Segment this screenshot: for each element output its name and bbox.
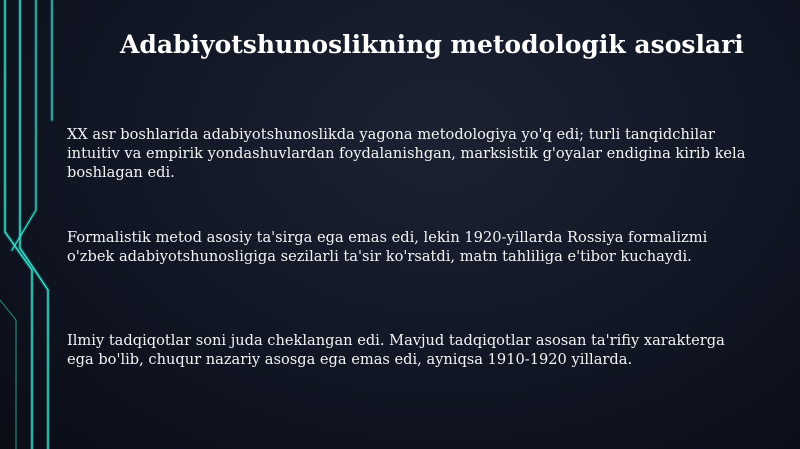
paragraph-3: Ilmiy tadqiqotlar soni juda cheklangan edi. Mavjud tadqiqotlar asosan ta'rifiy xarakterga ega bo'lib, chuqur nazariy asosga ega emas edi, ayniqsa 1910-1920 yillarda. (67, 332, 725, 368)
paragraph-2: Formalistik metod asosiy ta'sirga ega emas edi, lekin 1920-yillarda Rossiya formalizmi o'zbek adabiyotshunosligiga sezilarli ta'sir ko'rsatdi, matn tahliliga e'tibor kuchaydi. (67, 229, 708, 265)
slide-title: Adabiyotshunoslikning metodologik asoslari (120, 30, 744, 59)
paragraph-1: XX asr boshlarida adabiyotshunoslikda yagona metodologiya yo'q edi; turli tanqidchilar intuitiv va empirik yondashuvlardan foydalanishgan, marksistik g'oyalar endigina kirib kela boshlagan edi. (67, 126, 746, 181)
